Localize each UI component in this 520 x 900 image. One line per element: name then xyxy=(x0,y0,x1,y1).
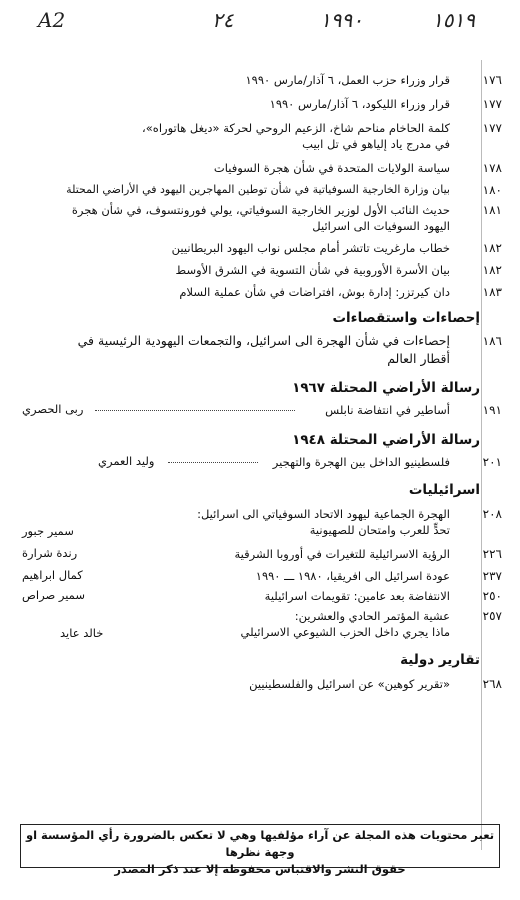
author-name: سمير صراص xyxy=(22,588,85,602)
author-name: رندة شرارة xyxy=(22,546,78,560)
handwritten-number: ١٥١٩ xyxy=(432,8,475,32)
section-heading: تقارير دولية xyxy=(400,652,480,668)
entry-title-cont: اليهود السوفيات الى اسرائيل xyxy=(312,219,450,233)
entry-title: الانتفاضة بعد عامين: تقويمات اسرائيلية xyxy=(264,589,450,603)
section-heading: اسرائيليات xyxy=(408,482,480,498)
page-number: ١٨٦ xyxy=(482,334,502,348)
toc-entry xyxy=(22,202,502,234)
page-number: ١٩١ xyxy=(482,403,502,417)
disclaimer-line-2: حقوق النشر والاقتباس محفوظة إلا عند ذكر المصدر xyxy=(114,862,406,876)
toc-entry xyxy=(22,240,502,256)
toc-entry xyxy=(22,182,502,198)
toc-entry xyxy=(22,160,502,176)
section-heading: رسالة الأراضي المحتلة ١٩٦٧ xyxy=(292,380,480,396)
entry-title: فلسطينيو الداخل بين الهجرة والتهجير xyxy=(272,455,450,469)
entry-title: دان كيرتزر: إدارة بوش، افتراضات في شأن عملية السلام xyxy=(179,285,450,299)
handwritten-code: A2 xyxy=(38,8,66,32)
entry-title: الرؤية الاسرائيلية للتغيرات في أوروبا الشرقية xyxy=(234,547,450,561)
disclaimer-box xyxy=(20,824,500,876)
entry-title: بيان الأسرة الأوروبية في شأن التسوية في الشرق الأوسط xyxy=(175,263,450,277)
author-name: وليد العمري xyxy=(98,454,155,468)
toc-entry xyxy=(22,676,502,692)
toc-entry xyxy=(22,120,502,152)
entry-title-cont: تحدٍّ للعرب وامتحان للصهيونية xyxy=(309,523,450,537)
toc-entry xyxy=(22,72,502,88)
toc-entry xyxy=(22,262,502,278)
toc-entry xyxy=(22,588,502,604)
entry-title-cont: في مدرج ياد إلياهو في تل ابيب xyxy=(302,137,450,151)
section-heading: إحصاءات واستقصاءات xyxy=(332,310,480,326)
entry-title: سياسة الولايات المتحدة في شأن هجرة السوفيات xyxy=(213,161,450,175)
page-number: ٢٠٨ xyxy=(482,507,502,521)
page-number: ١٧٧ xyxy=(482,97,502,111)
entry-title: خطاب مارغريت تاتشر أمام مجلس نواب اليهود البريطانيين xyxy=(171,241,450,255)
entry-title-cont: أقطار العالم xyxy=(387,351,450,366)
author-name: سمير جبور xyxy=(22,524,74,538)
page-number: ١٨٣ xyxy=(482,285,502,299)
page-number: ١٨١ xyxy=(482,203,502,217)
page-number: ١٨٠ xyxy=(482,183,502,197)
entry-title: قرار وزراء حزب العمل، ٦ آذار/مارس ١٩٩٠ xyxy=(245,73,450,87)
leader-dots xyxy=(95,410,295,411)
page-number: ١٧٨ xyxy=(482,161,502,175)
entry-title: عشية المؤتمر الحادي والعشرين: xyxy=(294,609,450,623)
entry-title: الهجرة الجماعية ليهود الاتحاد السوفياتي الى اسرائيل: xyxy=(197,507,450,521)
section-heading: رسالة الأراضي المحتلة ١٩٤٨ xyxy=(292,432,480,448)
toc-entry xyxy=(22,332,502,368)
entry-title: قرار وزراء الليكود، ٦ آذار/مارس ١٩٩٠ xyxy=(269,97,450,111)
leader-dots xyxy=(168,462,258,463)
handwritten-issue: ٢٤ xyxy=(212,8,234,32)
toc-entry xyxy=(22,546,502,562)
entry-title: حديث النائب الأول لوزير الخارجية السوفياتي، يولي فورونتسوف، في شأن هجرة xyxy=(71,203,450,217)
page-number: ٢٣٧ xyxy=(482,569,502,583)
author-name: كمال ابراهيم xyxy=(22,568,83,582)
toc-entry xyxy=(22,568,502,584)
entry-title: كلمة الحاخام مناحم شاخ، الزعيم الروحي لحركة «ديغل هاتوراه»، xyxy=(142,121,450,135)
entry-title: عودة اسرائيل الى افريقيا، ١٩٨٠ ـــ ١٩٩٠ xyxy=(255,569,450,583)
page-number: ١٨٢ xyxy=(482,263,502,277)
entry-title: أساطير في انتفاضة نابلس xyxy=(325,403,450,417)
entry-title: إحصاءات في شأن الهجرة الى اسرائيل، والتجمعات اليهودية الرئيسية في xyxy=(77,333,450,348)
page-number: ٢٥٠ xyxy=(482,589,502,603)
toc-entry xyxy=(22,506,502,538)
page-number: ١٧٦ xyxy=(482,73,502,87)
page-number: ١٨٢ xyxy=(482,241,502,255)
author-name: خالد عايد xyxy=(60,626,104,640)
author-name: ربى الحصري xyxy=(22,402,84,416)
entry-title: بيان وزارة الخارجية السوفياتية في شأن توطين المهاجرين اليهود في الأراضي المحتلة xyxy=(66,183,450,196)
toc-entry xyxy=(22,96,502,112)
disclaimer-line-1: تعبر محتويات هذه المجلة عن آراء مؤلفيها وهي لا تعكس بالضرورة رأي المؤسسة او وجهة نظرها xyxy=(25,828,495,859)
entry-title: «تقرير كوهين» عن اسرائيل والفلسطينيين xyxy=(249,677,450,691)
page-number: ٢٢٦ xyxy=(482,547,502,561)
page-number: ٢٥٧ xyxy=(482,609,502,623)
page-number: ٢٠١ xyxy=(482,455,502,469)
handwritten-year: ١٩٩٠ xyxy=(320,8,363,32)
entry-title-cont: ماذا يجري داخل الحزب الشيوعي الاسرائيلي xyxy=(240,625,450,639)
toc-entry xyxy=(22,284,502,300)
page-number: ٢٦٨ xyxy=(482,677,502,691)
page-number: ١٧٧ xyxy=(482,121,502,135)
